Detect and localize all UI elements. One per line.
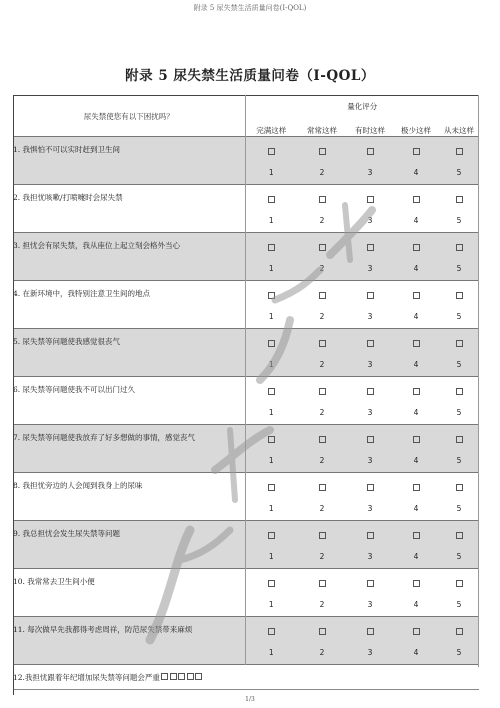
answer-checkbox[interactable]	[456, 484, 463, 491]
answer-checkbox[interactable]	[413, 580, 420, 587]
answer-checkbox[interactable]	[456, 340, 463, 347]
score-value: 5	[439, 161, 479, 185]
score-value: 3	[347, 449, 393, 473]
question-row	[13, 473, 479, 498]
answer-checkbox[interactable]	[413, 628, 420, 635]
answer-checkbox[interactable]	[456, 388, 463, 395]
question-text: 9. 我总担忧会发生尿失禁等问题	[13, 521, 245, 546]
score-value: 2	[319, 312, 325, 321]
option-header: 常常这样	[307, 126, 337, 135]
score-value: 5	[456, 600, 462, 609]
score-value: 3	[367, 312, 373, 321]
answer-checkbox-cell[interactable]	[245, 185, 297, 210]
scale-header: 量化评分	[347, 102, 378, 111]
question-12-cell	[13, 665, 479, 690]
option-header: 有时这样	[355, 126, 385, 135]
answer-checkbox[interactable]	[413, 196, 420, 203]
score-value: 3	[347, 545, 393, 569]
answer-checkbox[interactable]	[268, 580, 275, 587]
answer-checkbox-cell[interactable]	[297, 617, 347, 642]
answer-checkbox[interactable]	[187, 673, 194, 680]
score-value: 1	[245, 353, 297, 377]
score-value: 1	[245, 449, 297, 473]
score-value: 2	[297, 161, 347, 185]
answer-checkbox[interactable]	[456, 580, 463, 587]
answer-checkbox-cell[interactable]	[297, 473, 347, 498]
score-value: 4	[393, 641, 439, 665]
answer-checkbox[interactable]	[319, 340, 326, 347]
question-text-spacer	[13, 593, 245, 617]
header-row	[13, 96, 479, 113]
score-value: 4	[393, 161, 439, 185]
question-column-header: 尿失禁使您有以下困扰吗？	[13, 96, 245, 137]
score-value: 1	[268, 504, 274, 513]
question-text-spacer	[13, 641, 245, 665]
answer-checkbox[interactable]	[367, 292, 374, 299]
answer-checkbox[interactable]	[319, 484, 326, 491]
answer-checkbox-cell[interactable]	[297, 233, 347, 258]
score-value: 2	[319, 216, 325, 225]
question-row	[13, 233, 479, 258]
score-value: 4	[413, 600, 419, 609]
score-value: 4	[413, 216, 419, 225]
answer-checkbox[interactable]	[161, 673, 168, 680]
answer-checkbox-cell[interactable]	[245, 329, 297, 354]
score-value: 1	[245, 545, 297, 569]
question-row	[13, 281, 479, 306]
document-title: 附录 5 尿失禁生活质量问卷（I-QOL）	[125, 68, 375, 84]
score-value: 3	[347, 161, 393, 185]
score-value: 1	[245, 257, 297, 281]
score-row	[13, 305, 479, 329]
question-row-12	[13, 665, 479, 690]
question-text-spacer	[13, 449, 245, 473]
answer-checkbox[interactable]	[413, 292, 420, 299]
question-text: 7. 尿失禁等问题使我放弃了好多想做的事情，感觉丧气	[13, 425, 245, 450]
question-row	[13, 521, 479, 546]
answer-checkbox-cell[interactable]	[347, 233, 393, 258]
question-text: 12.我担忧跟着年纪增加尿失禁等问题会严重	[13, 672, 160, 682]
score-value: 2	[297, 257, 347, 281]
answer-checkbox[interactable]	[367, 196, 374, 203]
answer-checkbox-cell[interactable]	[439, 377, 479, 402]
question-text: 2. 我担忧咳嗽/打喷嚏时会尿失禁	[13, 185, 245, 210]
answer-checkbox-cell[interactable]	[439, 185, 479, 210]
answer-checkbox[interactable]	[456, 292, 463, 299]
question-text: 6. 尿失禁等问题使我不可以出门过久	[13, 377, 245, 402]
score-value: 2	[319, 408, 325, 417]
answer-checkbox-cell[interactable]	[297, 137, 347, 162]
score-value: 3	[367, 408, 373, 417]
score-value: 1	[268, 600, 274, 609]
score-value: 4	[393, 449, 439, 473]
answer-checkbox-cell[interactable]	[245, 473, 297, 498]
question-row	[13, 329, 479, 354]
answer-checkbox-cell[interactable]	[439, 569, 479, 594]
score-row	[13, 209, 479, 233]
answer-checkbox[interactable]	[413, 532, 420, 539]
question-text-spacer	[13, 497, 245, 521]
score-row	[13, 257, 479, 281]
answer-checkbox-cell[interactable]	[245, 617, 297, 642]
answer-checkbox-cell[interactable]	[297, 425, 347, 450]
answer-checkbox-cell[interactable]	[245, 137, 297, 162]
answer-checkbox-cell[interactable]	[439, 233, 479, 258]
question-text: 8. 我担忧旁边的人会闻到我身上的尿味	[13, 473, 245, 498]
answer-checkbox[interactable]	[456, 436, 463, 443]
score-value: 2	[297, 353, 347, 377]
answer-checkbox-cell[interactable]	[393, 377, 439, 402]
score-value: 2	[297, 449, 347, 473]
score-value: 5	[439, 353, 479, 377]
score-value: 3	[367, 504, 373, 513]
page-number: 1/3	[245, 696, 255, 703]
option-header: 从未这样	[444, 126, 475, 135]
answer-checkbox-group	[160, 673, 203, 682]
score-value: 2	[319, 504, 325, 513]
answer-checkbox[interactable]	[268, 436, 275, 443]
score-row	[13, 641, 479, 665]
score-value: 2	[297, 641, 347, 665]
score-value: 4	[413, 408, 419, 417]
score-value: 4	[393, 257, 439, 281]
question-text-spacer	[13, 353, 245, 377]
score-row	[13, 497, 479, 521]
score-value: 5	[456, 216, 462, 225]
score-row	[13, 545, 479, 569]
answer-checkbox[interactable]	[319, 436, 326, 443]
answer-checkbox[interactable]	[268, 628, 275, 635]
question-text: 3. 担忧会有尿失禁，我从座位上起立刻会格外当心	[13, 233, 245, 258]
answer-checkbox-cell[interactable]	[439, 473, 479, 498]
answer-checkbox[interactable]	[367, 436, 374, 443]
answer-checkbox[interactable]	[456, 628, 463, 635]
answer-checkbox-cell[interactable]	[393, 617, 439, 642]
score-value: 1	[245, 641, 297, 665]
answer-checkbox-cell[interactable]	[439, 281, 479, 306]
answer-checkbox[interactable]	[367, 388, 374, 395]
score-value: 3	[367, 216, 373, 225]
answer-checkbox-cell[interactable]	[393, 473, 439, 498]
answer-checkbox[interactable]	[413, 148, 420, 155]
answer-checkbox-cell[interactable]	[347, 377, 393, 402]
question-text: 11. 每次做早先我都得考虑周祥，防范尿失禁带来麻烦	[13, 617, 245, 642]
answer-checkbox[interactable]	[319, 388, 326, 395]
score-value: 4	[393, 353, 439, 377]
answer-checkbox-cell[interactable]	[347, 425, 393, 450]
score-value: 1	[268, 216, 274, 225]
answer-checkbox[interactable]	[268, 532, 275, 539]
score-row	[13, 161, 479, 185]
score-value: 4	[413, 312, 419, 321]
question-text: 1. 我惧怕不可以实时赶到卫生间	[13, 137, 245, 162]
answer-checkbox-cell[interactable]	[297, 521, 347, 546]
answer-checkbox-cell[interactable]	[439, 329, 479, 354]
answer-checkbox-cell[interactable]	[245, 521, 297, 546]
answer-checkbox-cell[interactable]	[347, 329, 393, 354]
answer-checkbox-cell[interactable]	[245, 281, 297, 306]
answer-checkbox[interactable]	[268, 388, 275, 395]
answer-checkbox-cell[interactable]	[297, 569, 347, 594]
answer-checkbox[interactable]	[268, 340, 275, 347]
answer-checkbox-cell[interactable]	[393, 185, 439, 210]
score-value: 3	[367, 600, 373, 609]
answer-checkbox[interactable]	[268, 244, 275, 251]
answer-checkbox[interactable]	[319, 580, 326, 587]
answer-checkbox[interactable]	[268, 292, 275, 299]
question-text-spacer	[13, 257, 245, 281]
question-text-spacer	[13, 305, 245, 329]
score-value: 1	[245, 161, 297, 185]
answer-checkbox-cell[interactable]	[347, 521, 393, 546]
score-row	[13, 449, 479, 473]
score-value: 3	[347, 257, 393, 281]
answer-checkbox[interactable]	[413, 388, 420, 395]
answer-checkbox[interactable]	[319, 196, 326, 203]
score-value: 1	[268, 312, 274, 321]
score-value: 4	[393, 545, 439, 569]
score-value: 2	[297, 545, 347, 569]
answer-checkbox[interactable]	[319, 148, 326, 155]
answer-checkbox-cell[interactable]	[439, 521, 479, 546]
answer-checkbox-cell[interactable]	[347, 137, 393, 162]
answer-checkbox-cell[interactable]	[297, 377, 347, 402]
score-value: 5	[456, 408, 462, 417]
answer-checkbox-cell[interactable]	[297, 281, 347, 306]
questionnaire-body	[13, 96, 479, 690]
score-value: 1	[268, 408, 274, 417]
answer-checkbox[interactable]	[367, 628, 374, 635]
score-value: 3	[347, 641, 393, 665]
answer-checkbox-cell[interactable]	[245, 569, 297, 594]
question-row	[13, 425, 479, 450]
question-text: 5. 尿失禁等问题使我感觉很丧气	[13, 329, 245, 354]
answer-checkbox[interactable]	[367, 244, 374, 251]
question-text-spacer	[13, 401, 245, 425]
answer-checkbox-cell[interactable]	[439, 425, 479, 450]
question-row	[13, 617, 479, 642]
answer-checkbox-cell[interactable]	[393, 137, 439, 162]
answer-checkbox-cell[interactable]	[245, 377, 297, 402]
question-row	[13, 185, 479, 210]
score-value: 5	[456, 312, 462, 321]
answer-checkbox-cell[interactable]	[439, 617, 479, 642]
score-value: 2	[319, 600, 325, 609]
score-value: 4	[413, 504, 419, 513]
answer-checkbox[interactable]	[195, 673, 202, 680]
answer-checkbox-cell[interactable]	[297, 185, 347, 210]
answer-checkbox[interactable]	[268, 148, 275, 155]
answer-checkbox[interactable]	[413, 484, 420, 491]
option-header: 完满这样	[256, 126, 287, 135]
question-row	[13, 137, 479, 162]
answer-checkbox[interactable]	[268, 196, 275, 203]
answer-checkbox-cell[interactable]	[347, 569, 393, 594]
answer-checkbox[interactable]	[367, 148, 374, 155]
answer-checkbox-cell[interactable]	[245, 425, 297, 450]
score-value: 5	[439, 545, 479, 569]
answer-checkbox[interactable]	[367, 532, 374, 539]
option-header: 极少这样	[401, 126, 431, 135]
answer-checkbox[interactable]	[319, 292, 326, 299]
score-value: 5	[439, 641, 479, 665]
answer-checkbox-cell[interactable]	[393, 569, 439, 594]
answer-checkbox-cell[interactable]	[347, 185, 393, 210]
question-text-spacer	[13, 545, 245, 569]
question-row	[13, 569, 479, 594]
answer-checkbox-cell[interactable]	[393, 281, 439, 306]
score-value: 5	[439, 257, 479, 281]
answer-checkbox[interactable]	[367, 484, 374, 491]
score-value: 5	[456, 504, 462, 513]
score-value: 3	[347, 353, 393, 377]
answer-checkbox[interactable]	[178, 673, 185, 680]
table-left-border	[13, 95, 14, 695]
score-row	[13, 353, 479, 377]
question-text: 10. 我常常去卫生间小便	[13, 569, 245, 594]
question-row	[13, 377, 479, 402]
answer-checkbox-cell[interactable]	[347, 617, 393, 642]
answer-checkbox[interactable]	[319, 628, 326, 635]
answer-checkbox-cell[interactable]	[347, 281, 393, 306]
answer-checkbox[interactable]	[319, 244, 326, 251]
answer-checkbox-cell[interactable]	[393, 233, 439, 258]
answer-checkbox[interactable]	[456, 532, 463, 539]
answer-checkbox[interactable]	[268, 484, 275, 491]
answer-checkbox[interactable]	[413, 436, 420, 443]
questionnaire-table	[13, 95, 479, 690]
answer-checkbox[interactable]	[413, 340, 420, 347]
answer-checkbox[interactable]	[170, 673, 177, 680]
answer-checkbox-cell[interactable]	[245, 233, 297, 258]
answer-checkbox-cell[interactable]	[297, 329, 347, 354]
table-right-border	[478, 95, 479, 667]
running-header: 附录 5 尿失禁生活质量问卷(I-QOL)	[193, 4, 307, 12]
answer-checkbox-cell[interactable]	[393, 521, 439, 546]
answer-checkbox[interactable]	[456, 148, 463, 155]
answer-checkbox[interactable]	[456, 244, 463, 251]
answer-checkbox-cell[interactable]	[393, 425, 439, 450]
answer-checkbox-cell[interactable]	[393, 329, 439, 354]
score-row	[13, 401, 479, 425]
score-row	[13, 593, 479, 617]
question-text-spacer	[13, 209, 245, 233]
answer-checkbox[interactable]	[413, 244, 420, 251]
answer-checkbox[interactable]	[456, 196, 463, 203]
answer-checkbox-cell[interactable]	[347, 473, 393, 498]
answer-checkbox[interactable]	[367, 340, 374, 347]
question-text-spacer	[13, 161, 245, 185]
score-value: 5	[439, 449, 479, 473]
answer-checkbox-cell[interactable]	[439, 137, 479, 162]
answer-checkbox[interactable]	[319, 532, 326, 539]
question-text: 4. 在新环境中，我特别注意卫生间的地点	[13, 281, 245, 306]
answer-checkbox[interactable]	[367, 580, 374, 587]
